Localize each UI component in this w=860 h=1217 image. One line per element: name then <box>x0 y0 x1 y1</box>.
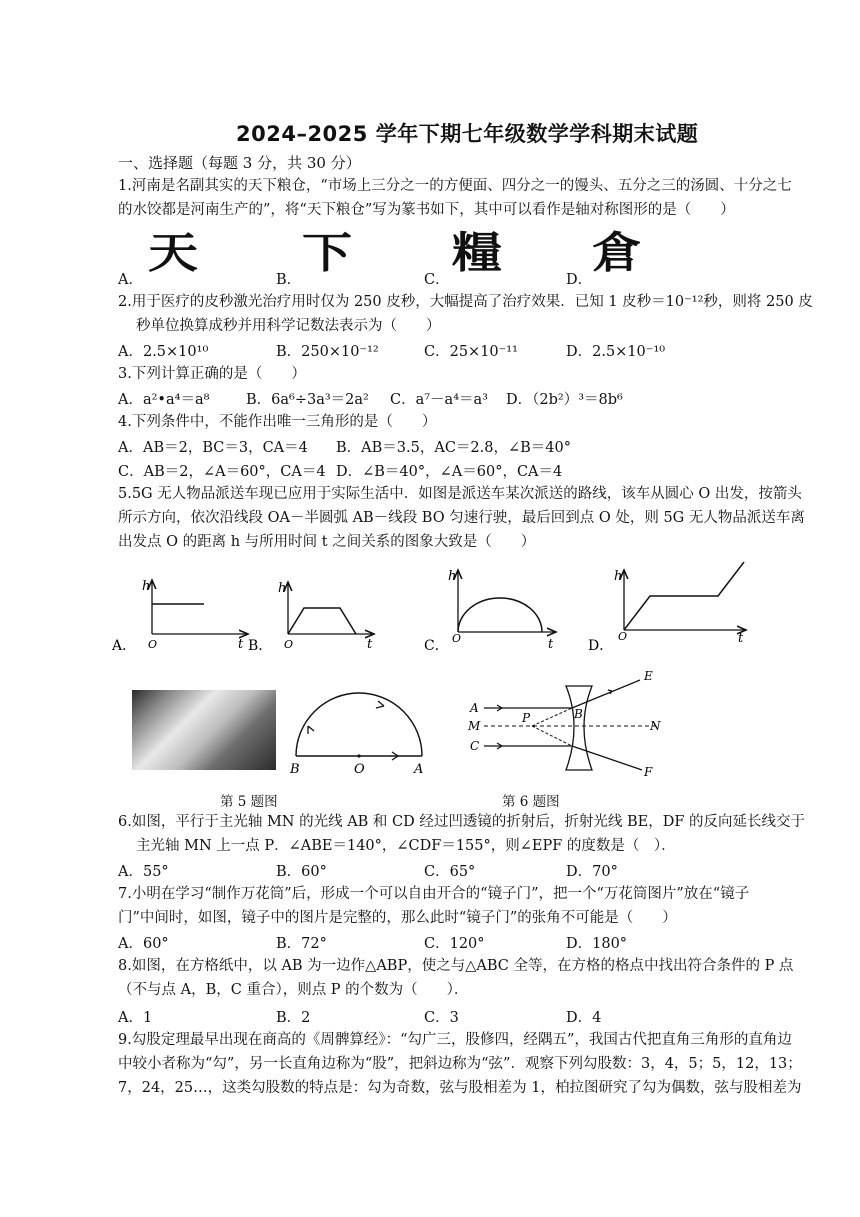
q2-option-b: B．250×10⁻¹² <box>276 344 379 360</box>
figure-5-route-diagram <box>286 676 436 776</box>
page-title: 2024–2025 学年下期七年级数学学科期末试题 <box>236 122 699 146</box>
figure-5-point-b: B <box>290 762 300 776</box>
delivery-vehicle-photo <box>132 690 276 770</box>
q6-line2: 主光轴 MN 上一点 P．∠ABE＝140°，∠CDF＝155°，则∠EPF 的度数是（ ）． <box>136 838 676 854</box>
q1-line1: 1.河南是名副其实的天下粮仓，“市场上三分之一的方便面、四分之一的馒头、五分之三的汤圆、十分之七 <box>118 178 792 194</box>
figure-6-point-m: M <box>468 719 481 733</box>
section-heading: 一、选择题（每题 3 分，共 30 分） <box>118 154 361 172</box>
seal-character-xia: 下 <box>302 227 352 278</box>
q1-option-label-b: B． <box>276 272 302 288</box>
graph-c-o-label: O <box>452 632 462 645</box>
q3-option-d: D．（2b²）³＝8b⁶ <box>506 392 623 408</box>
graph-b-h-label: h <box>278 581 287 596</box>
graph-a-t-label: t <box>238 637 244 652</box>
figure-5-caption: 第 5 题图 <box>220 794 278 810</box>
figure-6-point-c: C <box>470 739 480 753</box>
graph-a-h-label: h <box>142 579 151 594</box>
figure-6-point-a: A <box>470 701 479 715</box>
q9-line1: 9.勾股定理最早出现在商高的《周髀算经》：“勾广三，股修四，经隅五”，我国古代把直角三角形的直角边 <box>118 1032 792 1048</box>
q2-line1: 2.用于医疗的皮秒激光治疗用时仅为 250 皮秒，大幅提高了治疗效果．已知 1 皮秒＝10⁻¹²秒，则将 250 皮 <box>118 294 813 310</box>
q7-option-a: A．60° <box>118 936 169 952</box>
q8-option-c: C．3 <box>424 1010 459 1026</box>
graph-c-h-label: h <box>448 569 457 584</box>
figure-6-point-f: F <box>644 765 653 779</box>
graph-d-option-label: D． <box>588 638 614 654</box>
q1-option-label-d: D． <box>566 272 593 288</box>
q9-line2: 中较小者称为“勾”，另一长直角边称为“股”，把斜边称为“弦”．观察下列勾股数：3，4，5；5，12，13； <box>118 1056 802 1072</box>
q4-option-b: B．AB＝3.5，AC＝2.8，∠B＝40° <box>336 440 571 456</box>
q8-option-d: D．4 <box>566 1010 602 1026</box>
q8-line2: （不与点 A，B，C 重合），则点 P 的个数为（ ）． <box>118 982 469 998</box>
figure-6-point-n: N <box>650 719 661 733</box>
q1-option-label-c: C． <box>424 272 450 288</box>
q2-option-a: A．2.5×10¹⁰ <box>118 344 209 360</box>
q7-option-d: D．180° <box>566 936 628 952</box>
figure-5-point-a: A <box>414 762 424 776</box>
seal-character-tian: 天 <box>148 227 198 278</box>
graph-d-t-label: t <box>738 631 744 646</box>
q6-line1: 6.如图，平行于主光轴 MN 的光线 AB 和 CD 经过凹透镜的折射后，折射光线 BE，DF 的反向延长线交于 <box>118 814 806 830</box>
graph-b-option-label: B． <box>248 638 273 654</box>
figure-5-point-o: O <box>354 762 365 776</box>
q6-option-a: A．55° <box>118 864 169 880</box>
q2-option-d: D．2.5×10⁻¹⁰ <box>566 344 666 360</box>
graph-a-option-label: A． <box>112 638 137 654</box>
figure-6-lens-diagram <box>462 666 672 786</box>
q1-line2: 的水饺都是河南生产的”，将“天下粮仓”写为篆书如下，其中可以看作是轴对称图形的是（ ） <box>118 202 735 218</box>
q4-option-a: A．AB＝2，BC＝3，CA＝4 <box>118 440 308 456</box>
q4-option-d: D．∠B＝40°，∠A＝60°，CA＝4 <box>336 464 563 480</box>
q3-option-b: B．6a⁶÷3a³＝2a² <box>246 392 369 408</box>
graph-d-o-label: O <box>618 630 628 643</box>
concave-lens <box>566 686 592 770</box>
q4-line1: 4.下列条件中，不能作出唯一三角形的是（ ） <box>118 414 437 430</box>
q2-line2: 秒单位换算成秒并用科学记数法表示为（ ） <box>136 318 441 334</box>
q7-option-c: C．120° <box>424 936 485 952</box>
graph-d-h-label: h <box>614 569 623 584</box>
graph-c-option-label: C． <box>424 638 449 654</box>
graph-c-t-label: t <box>548 637 554 652</box>
q5-line3: 出发点 O 的距离 h 与所用时间 t 之间关系的图象大致是（ ） <box>118 534 536 550</box>
graph-b-curve <box>288 608 356 634</box>
graph-d-curve <box>624 562 744 630</box>
seal-character-liang: 糧 <box>452 227 502 278</box>
q7-line1: 7.小明在学习“制作万花筒”后，形成一个可以自由开合的“镜子门”，把一个“万花筒图片”放在“镜子 <box>118 886 750 902</box>
figure-6-point-b: B <box>574 707 583 721</box>
q9-line3: 7，24，25…，这类勾股数的特点是：勾为奇数，弦与股相差为 1，柏拉图研究了勾为偶数，弦与股相差为 <box>118 1080 802 1096</box>
figure-6-caption: 第 6 题图 <box>502 794 560 810</box>
q8-option-b: B．2 <box>276 1010 311 1026</box>
q2-option-c: C．25×10⁻¹¹ <box>424 344 518 360</box>
figure-6-point-p: P <box>522 711 531 725</box>
q3-option-a: A．a²•a⁴＝a⁸ <box>118 392 210 408</box>
seal-character-cang: 倉 <box>592 227 642 278</box>
q7-option-b: B．72° <box>276 936 327 952</box>
q4-option-c: C．AB＝2，∠A＝60°，CA＝4 <box>118 464 326 480</box>
graph-b-t-label: t <box>367 637 373 652</box>
graph-a-o-label: O <box>148 638 158 651</box>
q1-option-label-a: A． <box>118 272 143 288</box>
q6-option-b: B．60° <box>276 864 327 880</box>
q7-line2: 门”中间时，如图，镜子中的图片是完整的，那么此时“镜子门”的张角不可能是（ ） <box>118 910 677 926</box>
graph-b-o-label: O <box>284 638 294 651</box>
graph-a <box>112 579 248 654</box>
q8-line1: 8.如图，在方格纸中，以 AB 为一边作△ABP，使之与△ABC 全等，在方格的格点中找出符合条件的 P 点 <box>118 958 794 974</box>
q5-line2: 所示方向，依次沿线段 OA－半圆弧 AB－线段 BO 匀速行驶，最后回到点 O 处，则 5G 无人物品派送车离 <box>118 510 805 526</box>
graph-b <box>248 581 374 654</box>
graph-d <box>588 562 746 654</box>
q5-line1: 5.5G 无人物品派送车现已应用于实际生活中．如图是派送车某次派送的路线，该车从圆心 O 出发，按箭头 <box>118 486 802 502</box>
graph-c-curve <box>458 598 542 632</box>
q8-option-a: A．1 <box>118 1010 153 1026</box>
q5-answer-graphs <box>112 562 792 662</box>
graph-c <box>424 569 556 654</box>
q6-option-c: C．65° <box>424 864 476 880</box>
figure-6-point-e: E <box>644 669 653 683</box>
q6-option-d: D．70° <box>566 864 618 880</box>
q3-option-c: C．a⁷－a⁴＝a³ <box>390 392 488 408</box>
q3-line1: 3.下列计算正确的是（ ） <box>118 366 306 382</box>
